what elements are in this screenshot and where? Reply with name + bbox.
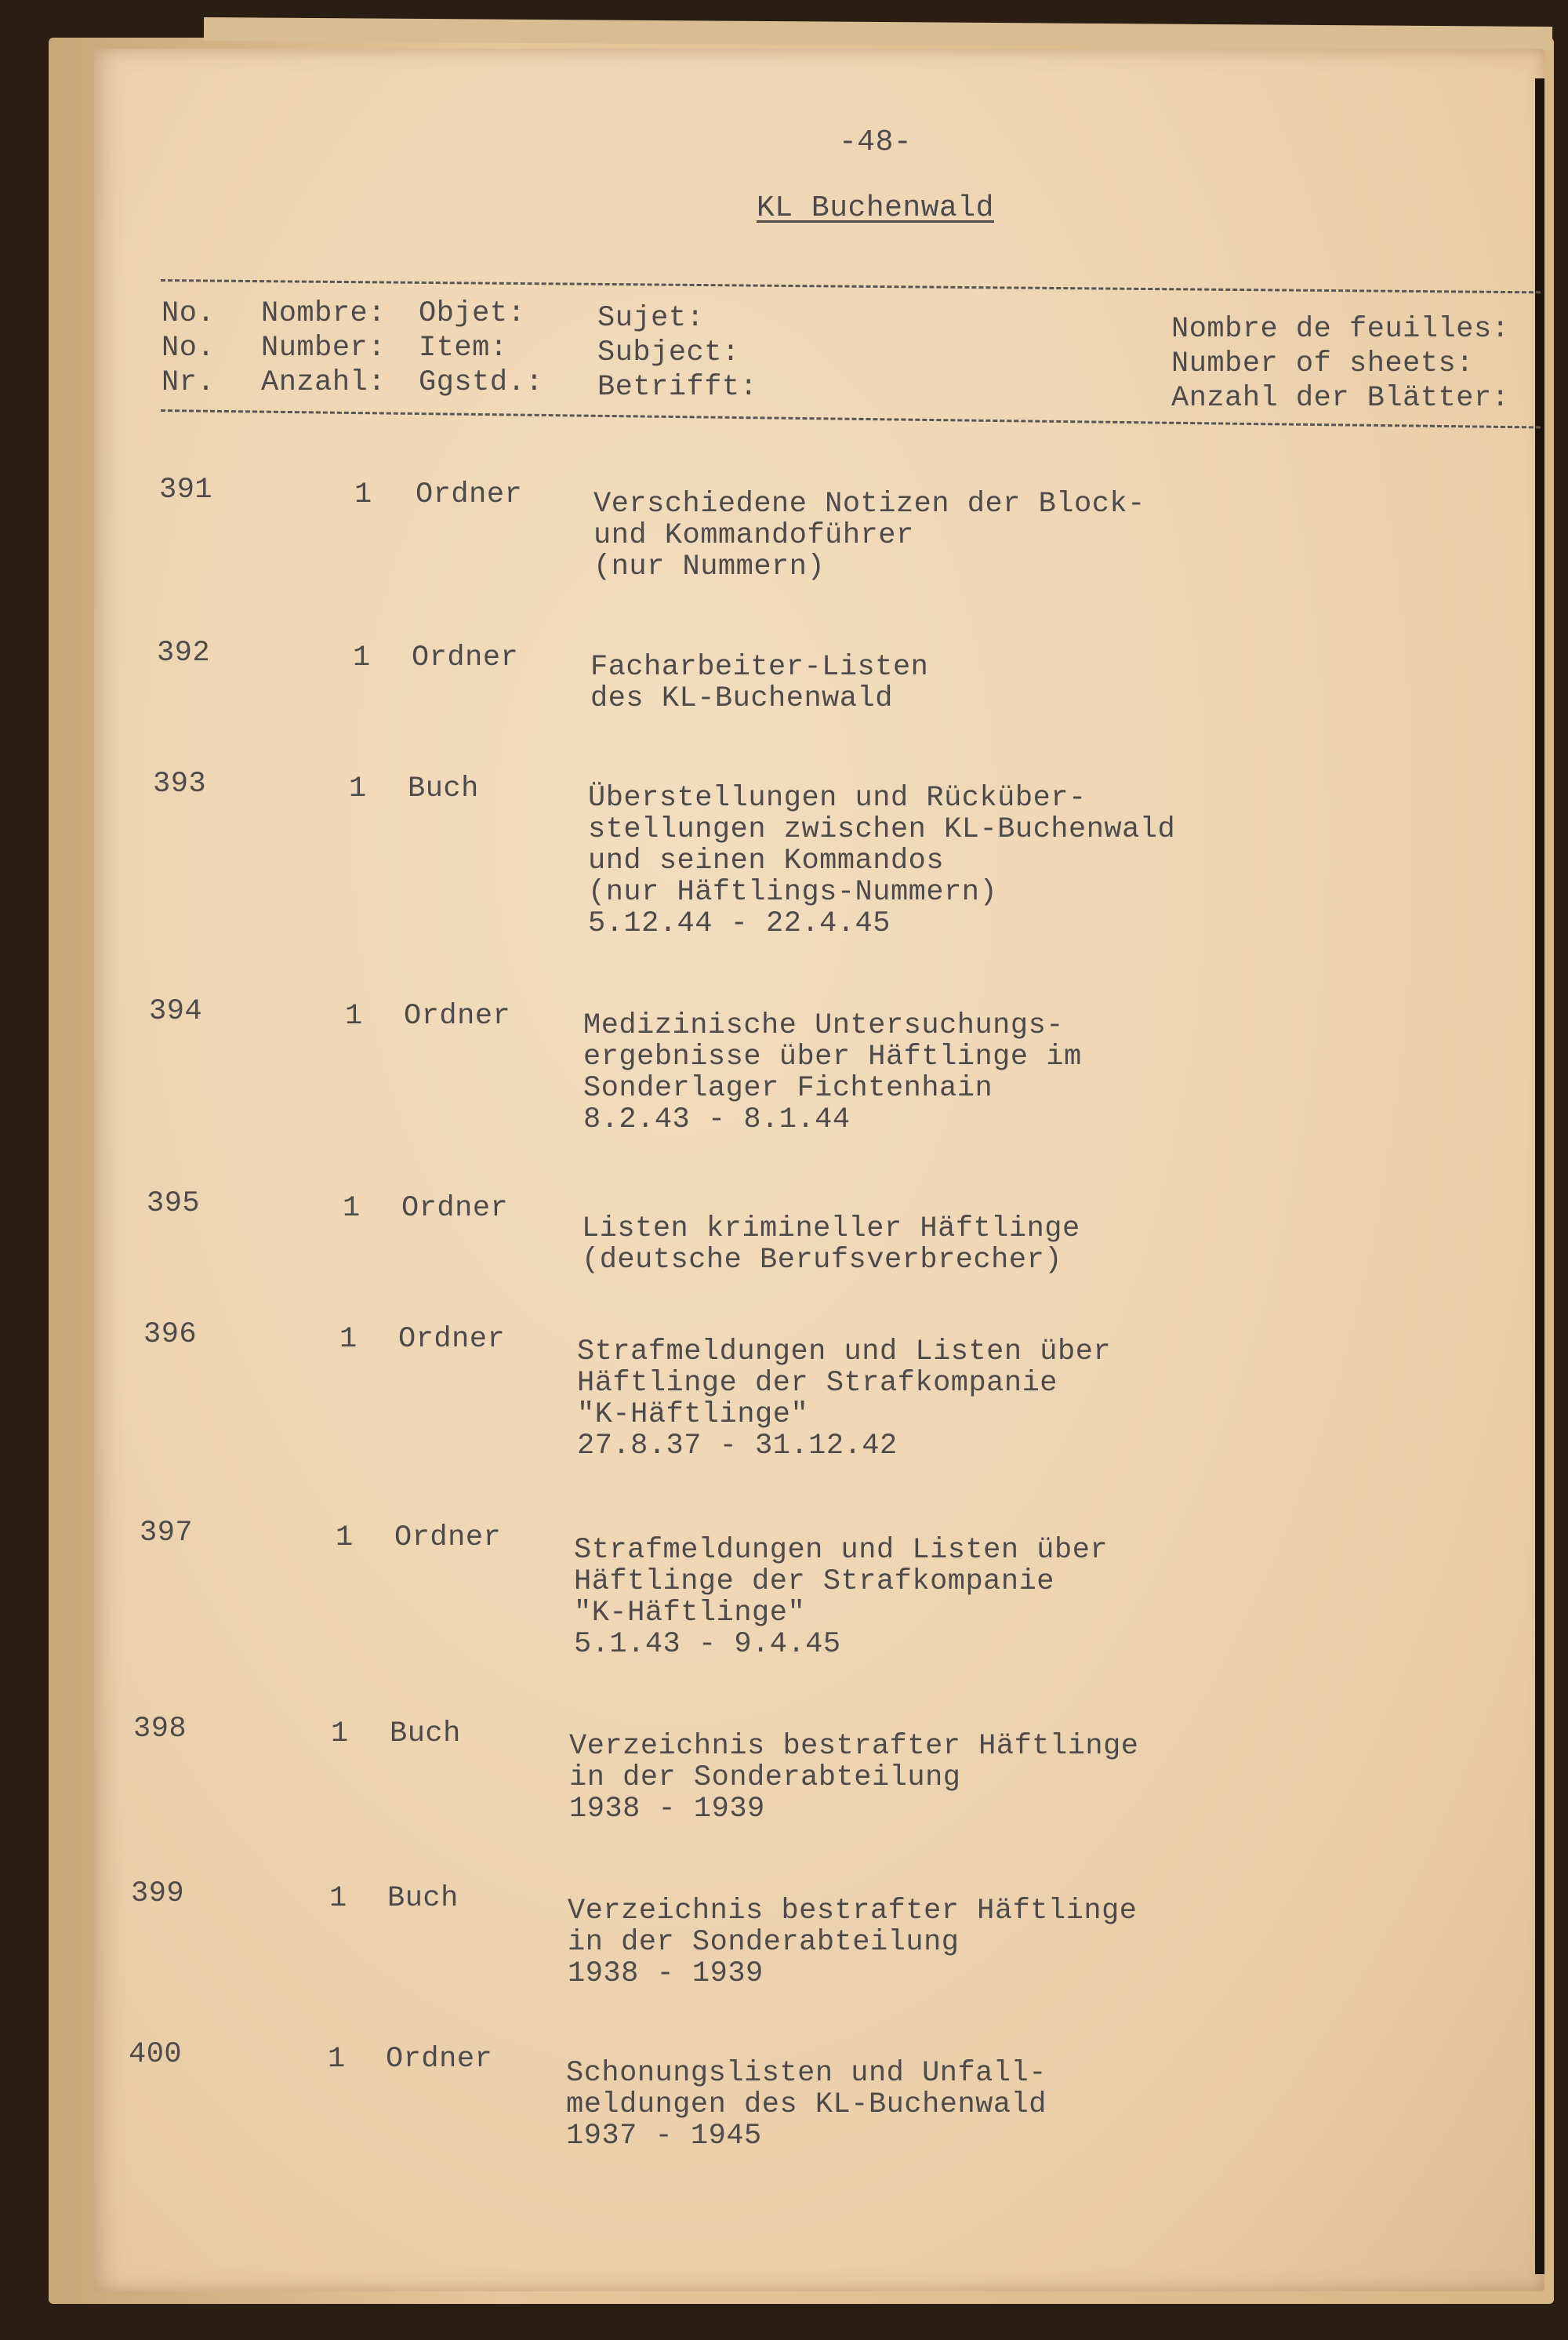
header-number-de: Anzahl: [261,366,386,399]
header-no-en: No. [162,332,216,365]
entry-subject-line: des KL-Buchenwald [590,682,893,715]
entry-count: 1 [329,1882,347,1915]
entry-subject-line: 5.12.44 - 22.4.45 [588,907,891,940]
entry-item: Ordner [401,1192,509,1225]
header-item-en: Item: [419,332,508,365]
entry-subject-line: Verschiedene Notizen der Block- [593,488,1145,521]
entry-no: 396 [143,1318,198,1351]
entry-subject-line: 5.1.43 - 9.4.45 [574,1628,841,1661]
entry-item: Ordner [404,1000,511,1033]
entry-subject-line: Facharbeiter-Listen [590,651,929,684]
entry-no: 397 [140,1517,194,1550]
entry-count: 1 [336,1521,354,1554]
entry-subject-line: Medizinische Untersuchungs- [583,1009,1064,1042]
entry-subject-line: Häftlinge der Strafkompanie [577,1367,1058,1400]
header-number-fr: Nombre: [261,297,386,330]
entry-subject-line: Sonderlager Fichtenhain [583,1072,993,1105]
header-sheets-fr: Nombre de feuilles: [1171,313,1510,346]
entry-item: Buch [390,1717,461,1750]
entry-count: 1 [354,478,372,511]
entry-item: Ordner [412,641,519,674]
entry-subject-line: und Kommandoführer [593,519,914,552]
entry-no: 393 [153,768,207,801]
entry-subject-line: (nur Nummern) [593,550,826,583]
entry-subject-line: in der Sonderabteilung [569,1761,961,1794]
header-subject-de: Betrifft: [597,371,758,404]
page-title: KL Buchenwald [757,191,994,225]
header-item [419,296,543,400]
entry-subject-line: 8.2.43 - 8.1.44 [583,1103,851,1136]
entry-item: Ordner [416,478,523,511]
entry-no: 399 [131,1877,185,1910]
header-subject-en: Subject: [597,336,740,369]
header-no-fr: No. [162,297,216,330]
entry-count: 1 [343,1192,361,1225]
entry-subject-line: Verzeichnis bestrafter Häftlinge [569,1730,1139,1763]
entry-item: Ordner [394,1521,502,1554]
entry-subject-line: Strafmeldungen und Listen über [577,1335,1112,1368]
entry-subject-line: (nur Häftlings-Nummern) [588,876,998,909]
book-right-edge [1535,78,1544,2274]
header-no-de: Nr. [162,366,216,399]
entry-item: Buch [387,1882,459,1915]
entry-count: 1 [349,772,367,805]
page-number: -48- [839,125,913,159]
entry-count: 1 [328,2043,346,2076]
entry-item: Ordner [398,1323,506,1356]
entry-no: 395 [147,1187,201,1220]
entry-subject-line: stellungen zwischen KL-Buchenwald [588,813,1176,846]
header-number-en: Number: [261,332,386,365]
entry-item: Ordner [386,2043,493,2076]
entry-no: 391 [159,474,213,507]
entry-subject-line: 27.8.37 - 31.12.42 [577,1430,898,1462]
header-subject-fr: Sujet: [597,302,705,335]
entry-subject-line: Häftlinge der Strafkompanie [574,1565,1054,1598]
entry-subject-line: in der Sonderabteilung [568,1926,960,1959]
entry-subject-line: und seinen Kommandos [588,845,945,878]
header-subject [597,301,757,405]
entry-subject-line: "K-Häftlinge" [577,1398,809,1431]
entry-subject-line: meldungen des KL-Buchenwald [566,2088,1047,2121]
entry-subject-line: 1938 - 1939 [568,1957,764,1990]
entry-count: 1 [345,1000,363,1033]
entry-no: 392 [157,637,211,670]
entry-subject-line: 1938 - 1939 [569,1793,765,1826]
entry-subject-line: Schonungslisten und Unfall- [566,2057,1047,2090]
entry-count: 1 [339,1323,358,1356]
entry-subject-line: Verzeichnis bestrafter Häftlinge [568,1895,1138,1928]
entry-no: 394 [149,995,203,1028]
entry-no: 400 [129,2038,183,2071]
entry-count: 1 [331,1717,349,1750]
header-sheets-en: Number of sheets: [1171,347,1474,380]
header-item-de: Ggstd.: [419,366,543,399]
entry-subject-line: "K-Häftlinge" [574,1597,806,1630]
header-item-fr: Objet: [419,297,526,330]
header-no [162,296,215,400]
entry-subject-line: (deutsche Berufsverbrecher) [582,1244,1062,1277]
header-number [261,296,386,400]
entry-subject-line: Strafmeldungen und Listen über [574,1534,1109,1567]
entry-subject-line: Listen krimineller Häftlinge [582,1212,1080,1245]
entry-item: Buch [408,772,479,805]
header-sheets-de: Anzahl der Blätter: [1171,382,1510,415]
header-sheets [1171,312,1509,416]
entry-subject-line: Überstellungen und Rücküber- [588,782,1087,815]
entry-no: 398 [133,1713,187,1746]
entry-subject-line: ergebnisse über Häftlinge im [583,1041,1082,1074]
entry-subject-line: 1937 - 1945 [566,2120,762,2153]
entry-count: 1 [353,641,371,674]
